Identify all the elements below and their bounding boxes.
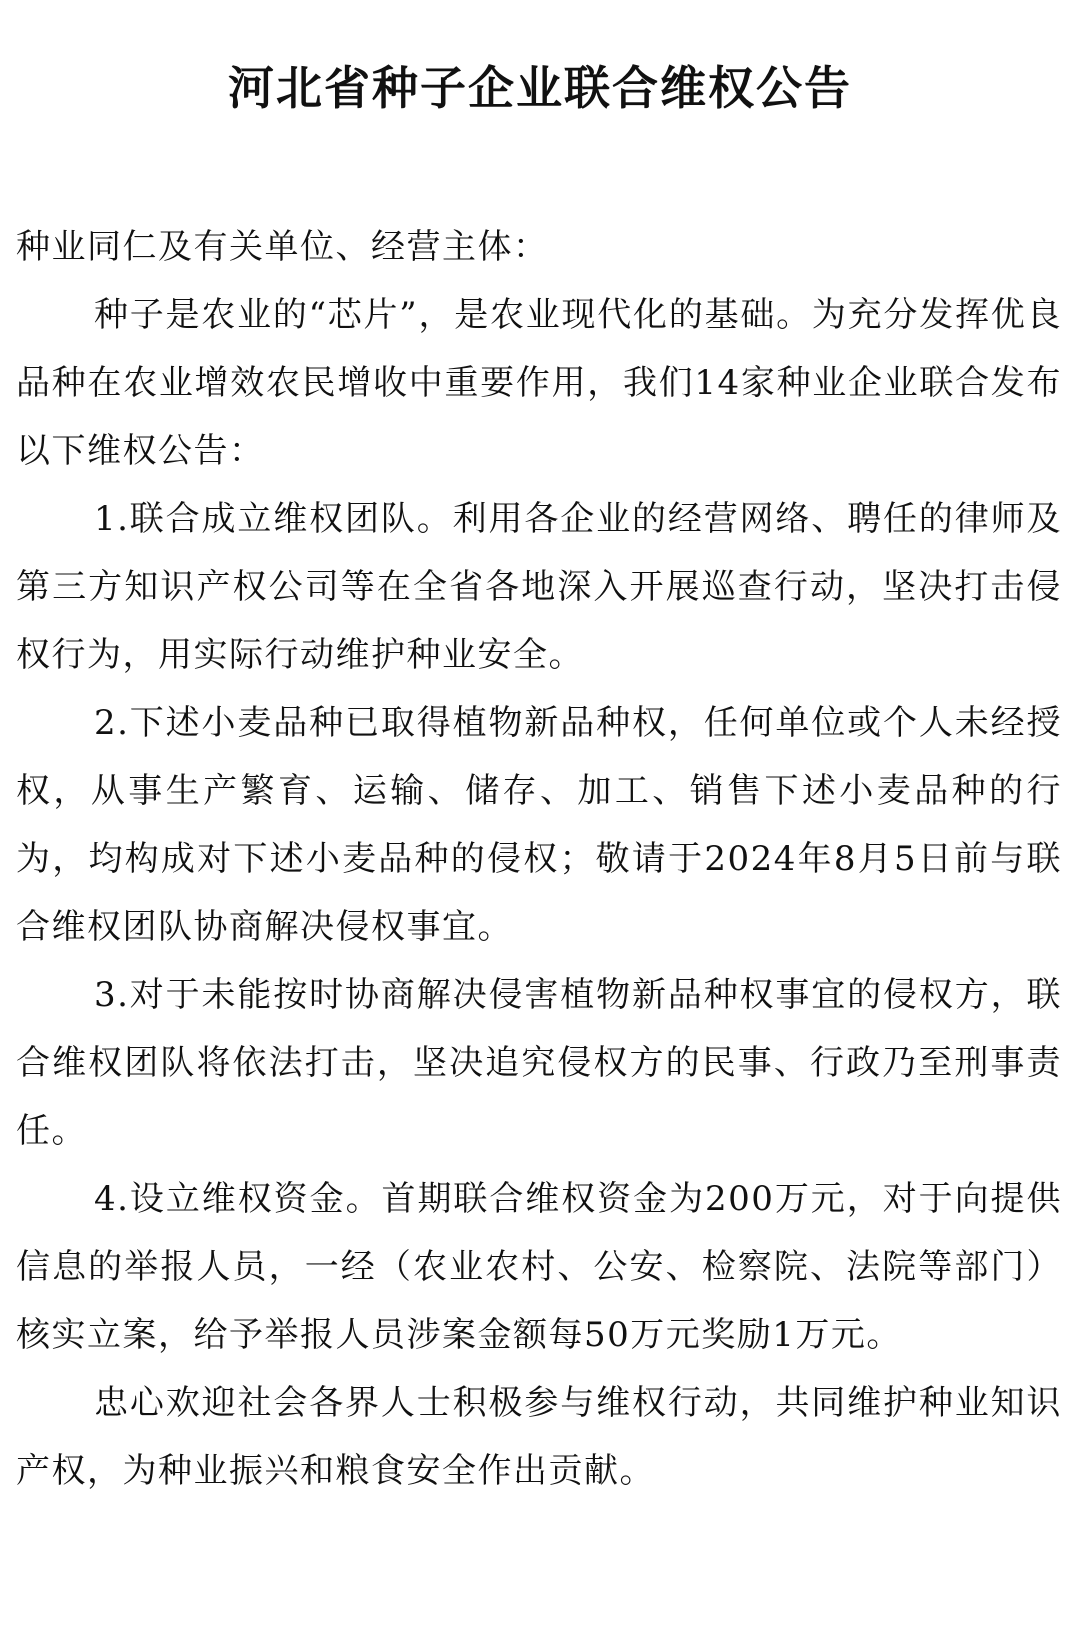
paragraph-item-2: 2.下述小麦品种已取得植物新品种权，任何单位或个人未经授权，从事生产繁育、运输、储存、加工、销售下述小麦品种的行为，均构成对下述小麦品种的侵权；敬请于2024年8月5日前与联合维权团队协商解决侵权事宜。	[16, 703, 1062, 947]
paragraph-item-4: 4.设立维权资金。首期联合维权资金为200万元，对于向提供信息的举报人员，一经（农业农村、公安、检察院、法院等部门）核实立案，给予举报人员涉案金额每50万元奖励1万元。	[16, 1179, 1062, 1355]
paragraph-intro: 种子是农业的“芯片”，是农业现代化的基础。为充分发挥优良品种在农业增效农民增收中重要作用，我们14家种业企业联合发布以下维权公告：	[16, 295, 1062, 471]
paragraph-closing: 忠心欢迎社会各界人士积极参与维权行动，共同维护种业知识产权，为种业振兴和粮食安全作出贡献。	[16, 1383, 1062, 1491]
document-body	[16, 213, 1062, 1505]
document-title: 河北省种子企业联合维权公告	[228, 61, 852, 115]
salutation: 种业同仁及有关单位、经营主体：	[16, 227, 549, 267]
paragraph-item-1: 1.联合成立维权团队。利用各企业的经营网络、聘任的律师及第三方知识产权公司等在全省各地深入开展巡查行动，坚决打击侵权行为，用实际行动维护种业安全。	[16, 499, 1062, 675]
paragraph-item-3: 3.对于未能按时协商解决侵害植物新品种权事宜的侵权方，联合维权团队将依法打击，坚决追究侵权方的民事、行政乃至刑事责任。	[16, 975, 1062, 1151]
